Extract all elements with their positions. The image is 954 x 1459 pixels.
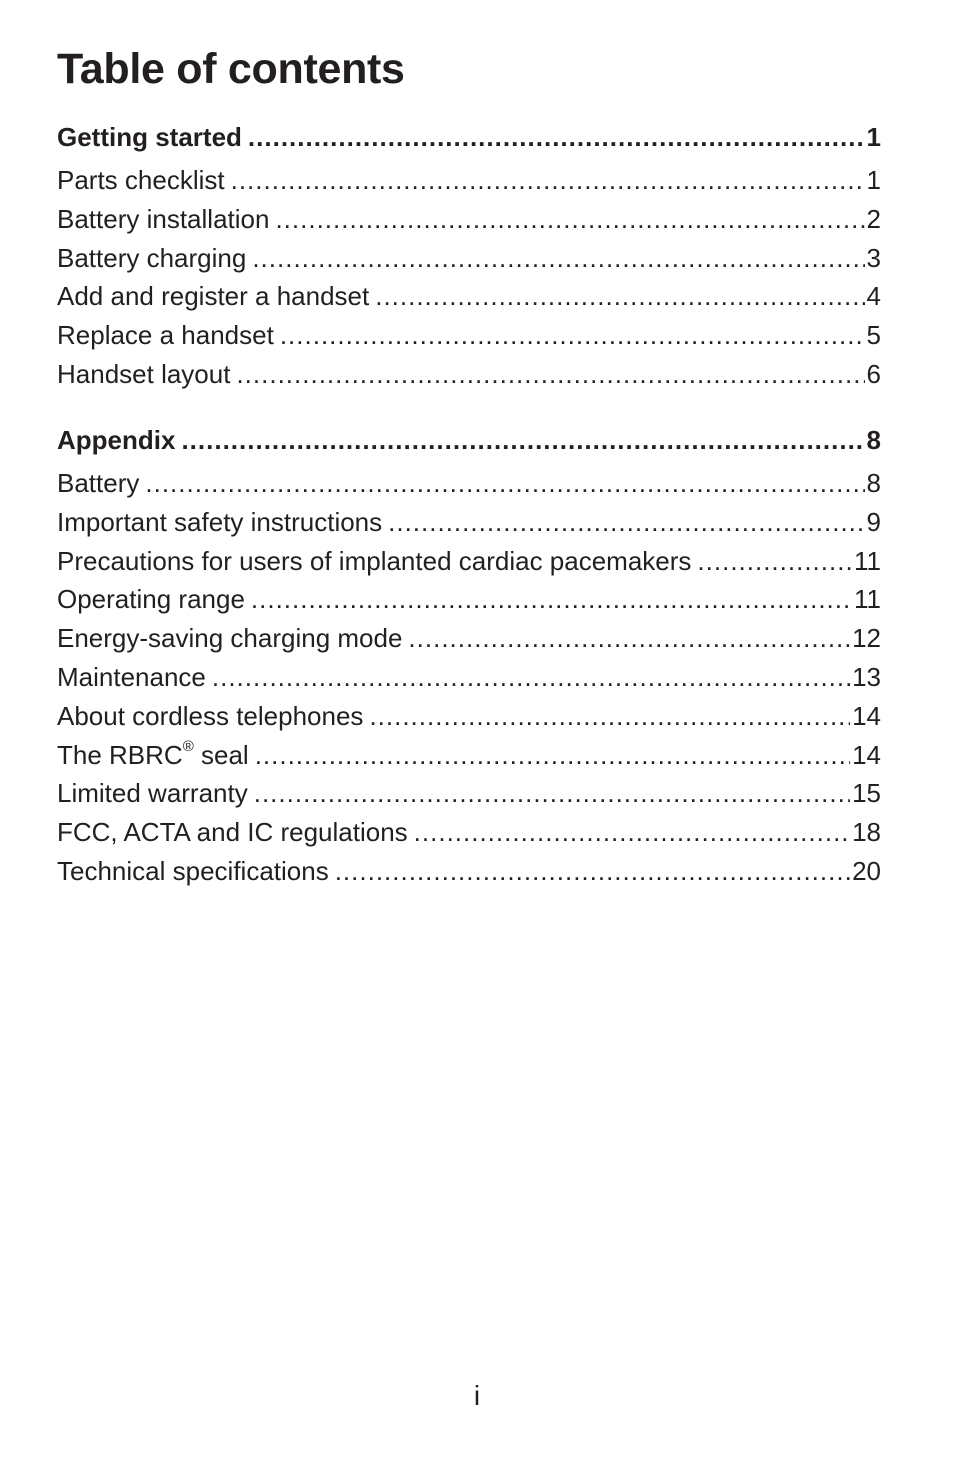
toc-page-number: 14 — [852, 739, 881, 770]
toc-entry-label: About cordless telephones — [57, 700, 364, 731]
toc-page-number: 11 — [854, 584, 881, 615]
toc-page-number: 4 — [866, 281, 881, 312]
toc-heading-label: Appendix — [57, 425, 176, 455]
toc-entry-label: Battery charging — [57, 242, 247, 273]
dot-leader — [254, 778, 850, 809]
dot-leader — [236, 359, 864, 390]
toc-entry[interactable] — [57, 546, 881, 585]
toc-page-number: 6 — [866, 358, 881, 389]
toc-entry[interactable] — [57, 281, 881, 320]
dot-leader — [255, 740, 850, 771]
toc-entry[interactable] — [57, 817, 881, 856]
toc-page-number: 1 — [866, 165, 881, 195]
dot-leader — [145, 468, 864, 499]
page-title: Table of contents — [57, 45, 405, 93]
toc-entry[interactable] — [57, 507, 881, 546]
toc-entry[interactable] — [57, 359, 881, 398]
dot-leader — [375, 281, 864, 312]
toc-section-heading[interactable] — [57, 122, 881, 165]
toc-entry-label: Important safety instructions — [57, 506, 383, 537]
page-number: i — [473, 1380, 481, 1411]
toc-entry[interactable] — [57, 468, 881, 507]
toc-entry-label — [57, 737, 249, 771]
dot-leader — [414, 817, 850, 848]
toc-heading-label: Getting started — [57, 122, 242, 152]
toc-entry-label-suffix: seal — [193, 739, 249, 770]
dot-leader — [231, 165, 865, 196]
toc-section-appendix — [57, 425, 881, 895]
toc-page-number: 13 — [852, 661, 881, 692]
toc-page-number: 11 — [854, 545, 881, 576]
toc-entry[interactable] — [57, 623, 881, 662]
toc-page-number: 20 — [852, 855, 881, 886]
toc-entry-label: Precautions for users of implanted cardiac pacemakers — [57, 545, 692, 576]
dot-leader — [248, 122, 865, 153]
toc-entry-label-text: The RBRC — [57, 739, 183, 770]
toc-entry-label: Technical specifications — [57, 855, 329, 886]
dot-leader — [408, 623, 850, 654]
toc-entry[interactable] — [57, 584, 881, 623]
toc-entry[interactable] — [57, 204, 881, 243]
toc-page-number: 9 — [866, 506, 881, 537]
toc-page-number: 2 — [866, 203, 881, 234]
toc-page-number: 8 — [866, 468, 881, 498]
toc-entry-label: Replace a handset — [57, 320, 274, 351]
dot-leader — [280, 320, 865, 351]
toc-page-number: 14 — [852, 700, 881, 731]
toc-entry-label: Parts checklist — [57, 165, 225, 195]
toc-page-number: 15 — [852, 778, 881, 809]
toc-entry-label: Limited warranty — [57, 778, 248, 809]
toc-entry[interactable] — [57, 165, 881, 204]
toc-entry-label: Maintenance — [57, 661, 206, 692]
toc-entry-label: Battery installation — [57, 203, 270, 234]
toc-page-number: 1 — [866, 122, 881, 152]
toc-page-number: 5 — [866, 320, 881, 351]
toc-entry-label: Battery — [57, 468, 140, 498]
dot-leader — [388, 507, 864, 538]
toc-entry-label: Energy-saving charging mode — [57, 623, 403, 654]
toc-entry-label: FCC, ACTA and IC regulations — [57, 817, 408, 848]
dot-leader — [275, 204, 864, 235]
toc-page-number: 3 — [866, 242, 881, 273]
toc-page-number: 8 — [866, 425, 881, 455]
dot-leader — [252, 243, 864, 274]
toc-entry-label: Handset layout — [57, 358, 231, 389]
dot-leader — [697, 546, 852, 577]
dot-leader — [251, 584, 852, 615]
toc-page-number: 12 — [852, 623, 881, 654]
dot-leader — [369, 701, 850, 732]
dot-leader — [181, 425, 864, 456]
toc-entry[interactable] — [57, 243, 881, 282]
toc-entry[interactable] — [57, 778, 881, 817]
registered-mark: ® — [182, 737, 194, 755]
toc-entry-label: Operating range — [57, 584, 245, 615]
toc-entry[interactable] — [57, 737, 881, 779]
dot-leader — [335, 856, 850, 887]
toc-entry[interactable] — [57, 662, 881, 701]
toc-entry-label: Add and register a handset — [57, 281, 370, 312]
toc-section-getting-started — [57, 122, 881, 398]
toc-entry[interactable] — [57, 856, 881, 895]
dot-leader — [212, 662, 850, 693]
toc-entry[interactable] — [57, 701, 881, 740]
toc-entry[interactable] — [57, 320, 881, 359]
toc-section-heading[interactable] — [57, 425, 881, 468]
toc-page-number: 18 — [852, 817, 881, 848]
